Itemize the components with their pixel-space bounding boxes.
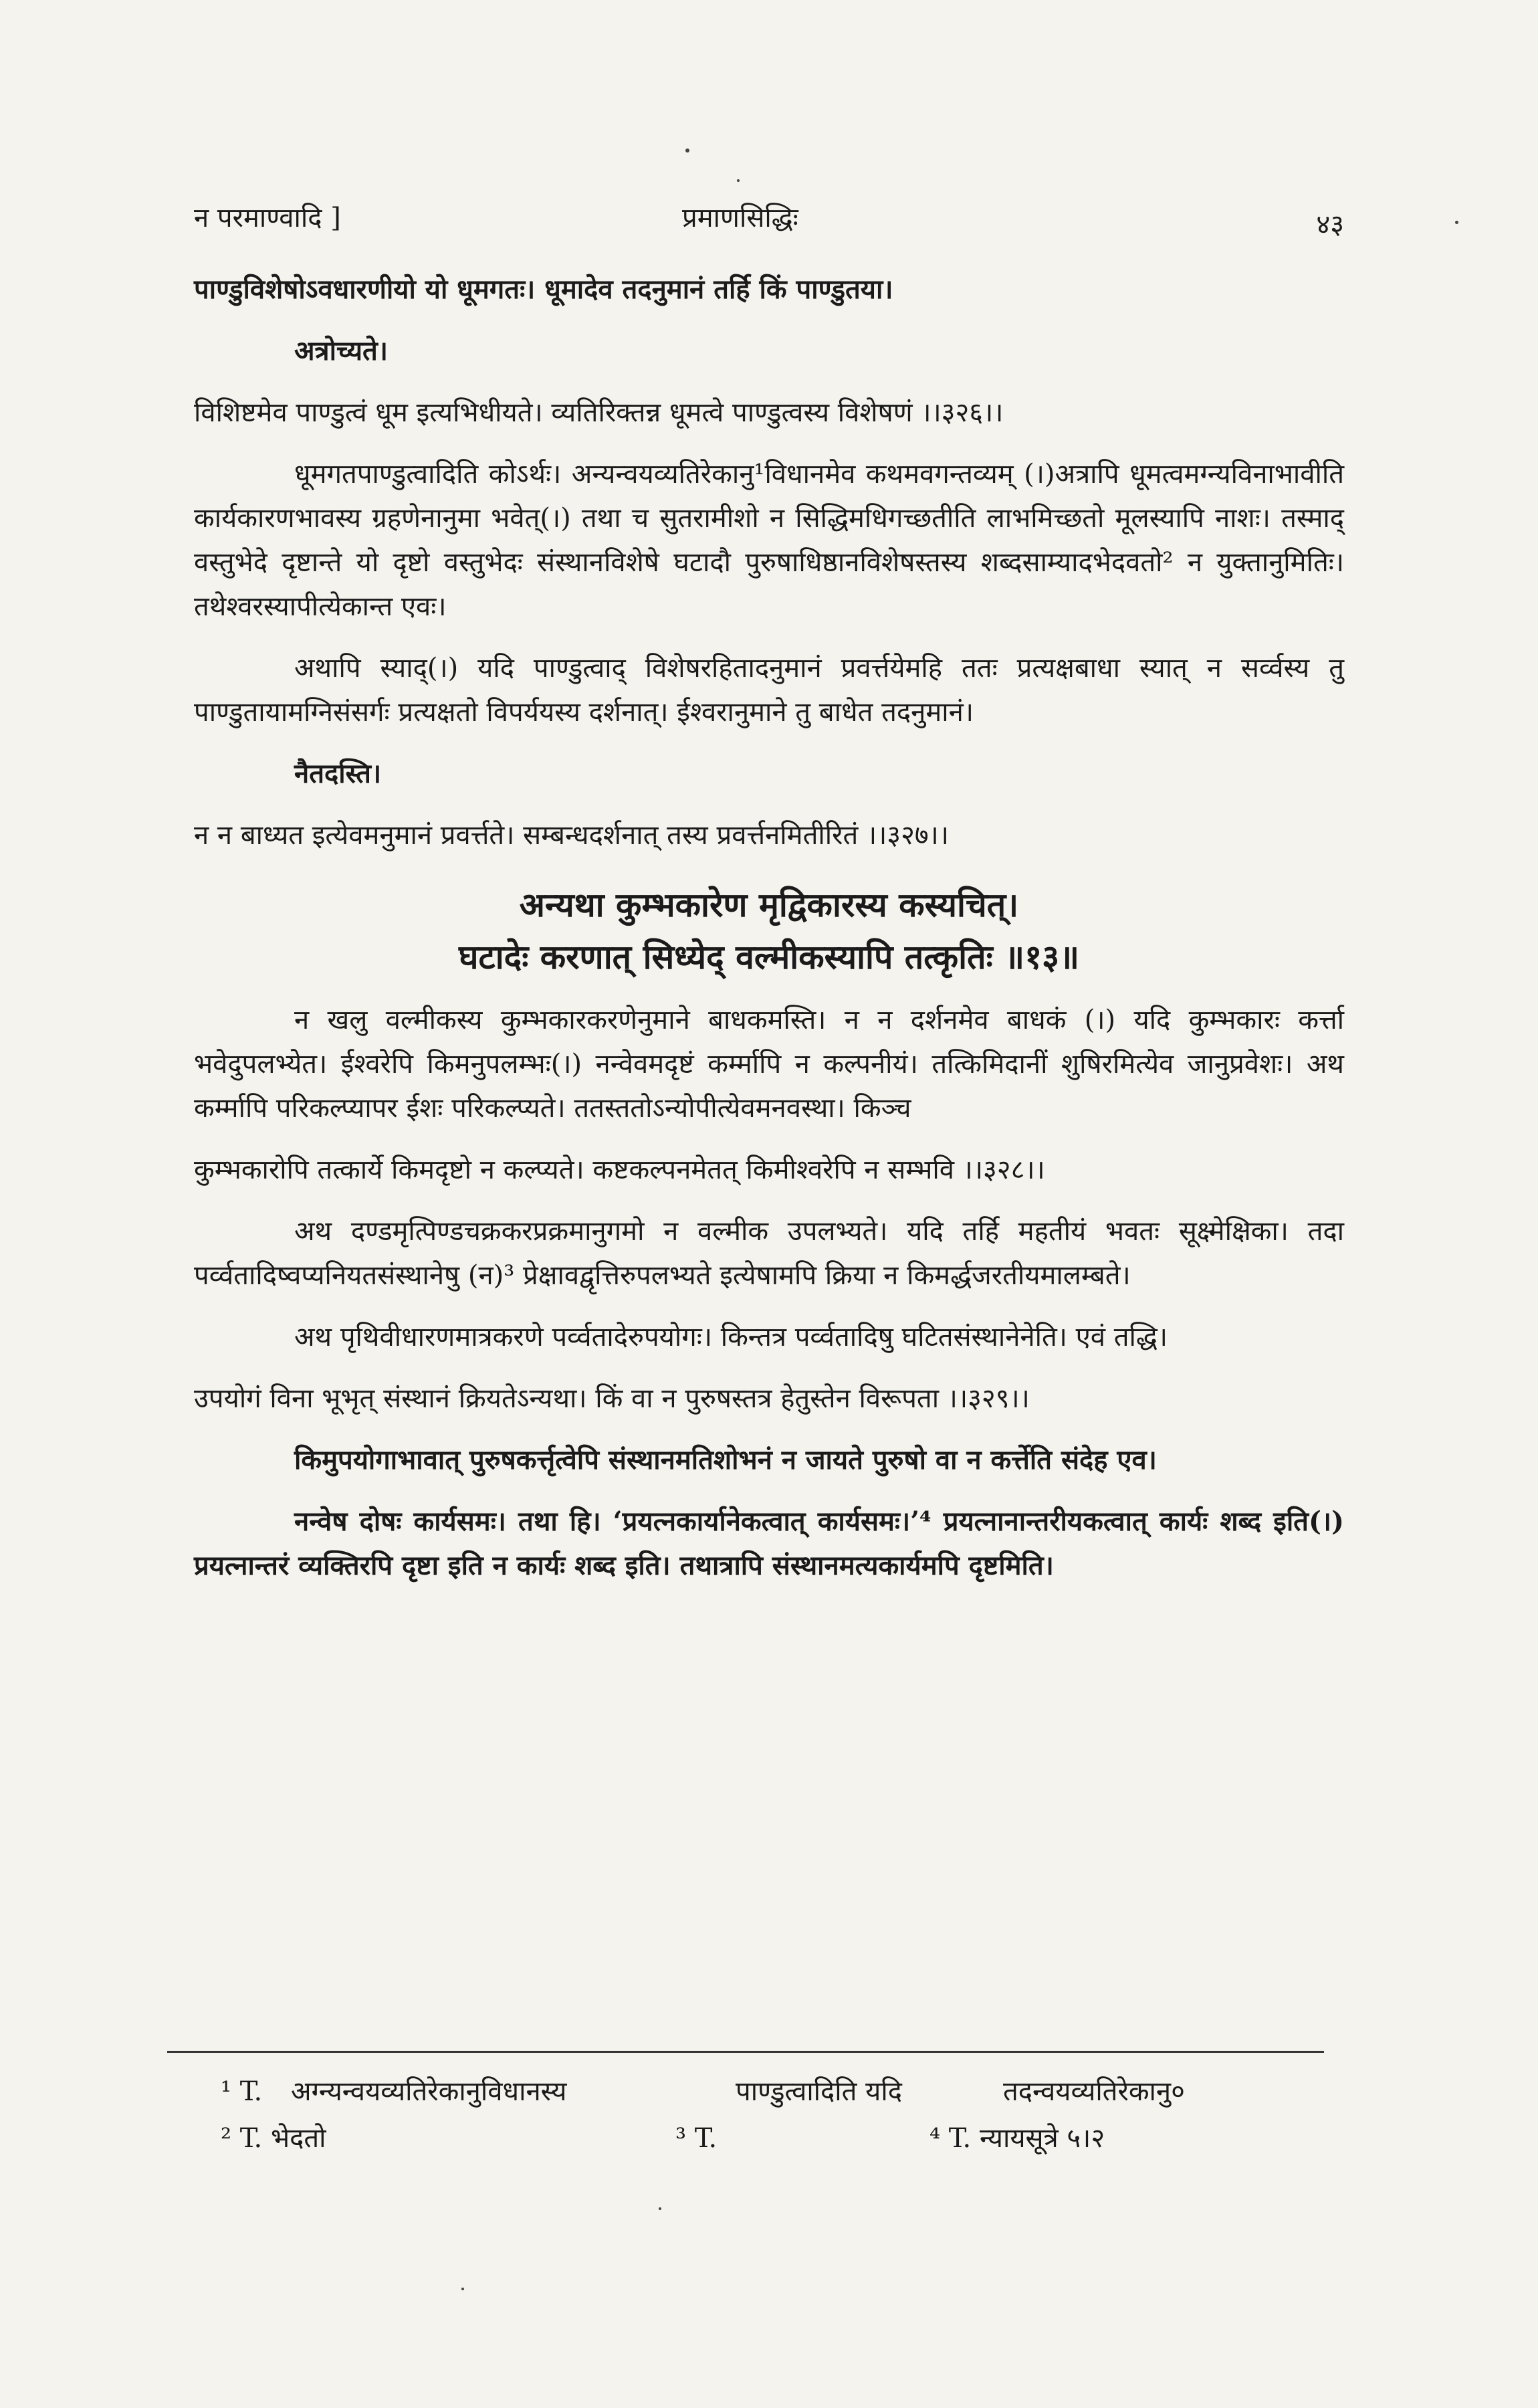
paragraph: पाण्डुविशेषोऽवधारणीयो यो धूमगतः। धूमादेव तदनुमानं तर्हि किं पाण्डुतया। — [194, 274, 893, 305]
karika-line: अन्यथा कुम्भकारेण मृद्विकारस्य कस्यचित्। — [519, 885, 1019, 924]
header-section-title: न परमाण्वादि ] — [194, 203, 341, 233]
paragraph: धूमगतपाण्डुत्वादिति कोऽर्थः। अन्यन्वयव्यतिरेकानु¹विधानमेव कथमवगन्तव्यम् (।)अत्रापि धूमत्वमग्न्यविनाभावीति कार्यकारणभावस्य ग्रहणेनानुमा भवेत्(।) तथा च सुतरामीशो न सिद्धिमधिगच्छतीति लाभमिच्छतो मूलस्यापि नाशः। तस्माद् वस्तुभेदे दृष्टान्ते यो दृष्टो वस्तुभेदः संस्थानविशेषे घटादौ पुरुषाधिष्ठानविशेषस्तस्य शब्दसाम्यादभेदवतो² न युक्तानुमितिः। तथेश्वरस्यापीत्येकान्त एवः। — [194, 459, 1344, 622]
scan-speck — [659, 2207, 661, 2210]
scan-speck — [461, 2288, 464, 2290]
paragraph: अथ दण्डमृत्पिण्डचक्रकरप्रक्रमानुगमो न वल्मीक उपलभ्यते। यदि तर्हि महतीयं भवतः सूक्ष्मेक्षिका। तदा पर्व्वतादिष्वप्यनियतसंस्थानेषु (न)³ प्रेक्षावद्वृत्तिरुपलभ्यते इत्येषामपि क्रिया न किमर्द्धजरतीयमालम्बते। — [194, 1216, 1344, 1291]
scan-speck — [1455, 221, 1458, 224]
footnote-4: ⁴ T. न्यायसूत्रे ५।२ — [929, 2123, 1105, 2154]
scan-speck — [685, 148, 689, 153]
footnote-2: ² T. भेदतो — [221, 2123, 326, 2154]
verse-line: न न बाध्यत इत्येवमनुमानं प्रवर्त्तते। सम्बन्धदर्शनात् तस्य प्रवर्त्तनमितीरितं ।।३२७।। — [194, 820, 949, 851]
footnote-1-text-a: अग्न्यन्वयव्यतिरेकानुविधानस्य — [291, 2076, 567, 2107]
footnote-1-text-b: पाण्डुत्वादिति यदि — [736, 2076, 902, 2107]
verse-line: कुम्भकारोपि तत्कार्ये किमदृष्टो न कल्प्यते। कष्टकल्पनमेतत् किमीश्वरेपि न सम्भवि ।।३२८।। — [194, 1155, 1045, 1185]
page-number: ४३ — [1316, 209, 1344, 240]
running-header — [194, 198, 1344, 245]
paragraph: अत्रोच्यते। — [294, 335, 388, 367]
karika-verse — [194, 879, 1344, 983]
header-book-title: प्रमाणसिद्धिः — [682, 203, 798, 233]
verse-line: विशिष्टमेव पाण्डुत्वं धूम इत्यभिधीयते। व्यतिरिक्तन्न धूमत्वे पाण्डुत्वस्य विशेषणं ।।३२६।। — [194, 397, 1004, 428]
paragraph: किमुपयोगाभावात् पुरुषकर्त्तृत्वेपि संस्थानमतिशोभनं न जायते पुरुषो वा न कर्त्तेति संदेह एव। — [294, 1444, 1157, 1476]
footnote-1-mark: ¹ T. — [221, 2076, 263, 2107]
verse-line: उपयोगं विना भूभृत् संस्थानं क्रियतेऽन्यथा। किं वा न पुरुषस्तत्र हेतुस्तेन विरूपता ।।३२९।। — [194, 1383, 1030, 1414]
footnote-divider — [167, 2051, 1324, 2053]
footnote-1-text-c: तदन्वयव्यतिरेकानु० — [1003, 2076, 1185, 2107]
footnotes — [221, 2068, 1331, 2162]
paragraph: नैतदस्ति। — [294, 758, 382, 789]
paragraph: नन्वेष दोषः कार्यसमः। तथा हि। ‘प्रयत्नकार्यानेकत्वात् कार्यसमः।’⁴ प्रयत्नानान्तरीयकत्वात् कार्यः शब्द इति(।) प्रयत्नान्तरं व्यक्तिरपि दृष्टा इति न कार्यः शब्द इति। तथात्रापि संस्थानमत्यकार्यमपि दृष्टमिति। — [194, 1506, 1344, 1581]
karika-line: घटादेः करणात् सिध्येद् वल्मीकस्यापि तत्कृतिः ॥१३॥ — [458, 937, 1080, 977]
footnote-row-2 — [221, 2115, 1331, 2162]
scan-speck — [737, 179, 740, 182]
footnote-row-1 — [221, 2068, 1331, 2115]
main-text — [194, 268, 1344, 1605]
paragraph: अथापि स्याद्(।) यदि पाण्डुत्वाद् विशेषरहितादनुमानं प्रवर्त्तयेमहि ततः प्रत्यक्षबाधा स्यात् न सर्व्वस्य तु पाण्डुतायामग्निसंसर्गः प्रत्यक्षतो विपर्ययस्य दर्शनात्। ईश्वरानुमाने तु बाधेत तदनुमानं। — [194, 653, 1344, 728]
paragraph: अथ पृथिवीधारणमात्रकरणे पर्व्वतादेरुपयोगः। किन्तत्र पर्व्वतादिषु घटितसंस्थानेनेति। एवं तद्धि। — [294, 1322, 1168, 1352]
paragraph: न खलु वल्मीकस्य कुम्भकारकरणेनुमाने बाधकमस्ति। न न दर्शनमेव बाधकं (।) यदि कुम्भकारः कर्त्ता भवेदुपलभ्येत। ईश्वरेपि किमनुपलम्भः(।) नन्वेवमदृष्टं कर्म्मापि न कल्पनीयं। तत्किमिदानीं शुषिरमित्येव जानुप्रवेशः। अथ कर्म्मापि परिकल्प्यापर ईशः परिकल्प्यते। ततस्ततोऽन्योपीत्येवमनवस्था। किञ्च — [194, 1005, 1344, 1124]
footnote-3: ³ T. — [675, 2123, 718, 2154]
